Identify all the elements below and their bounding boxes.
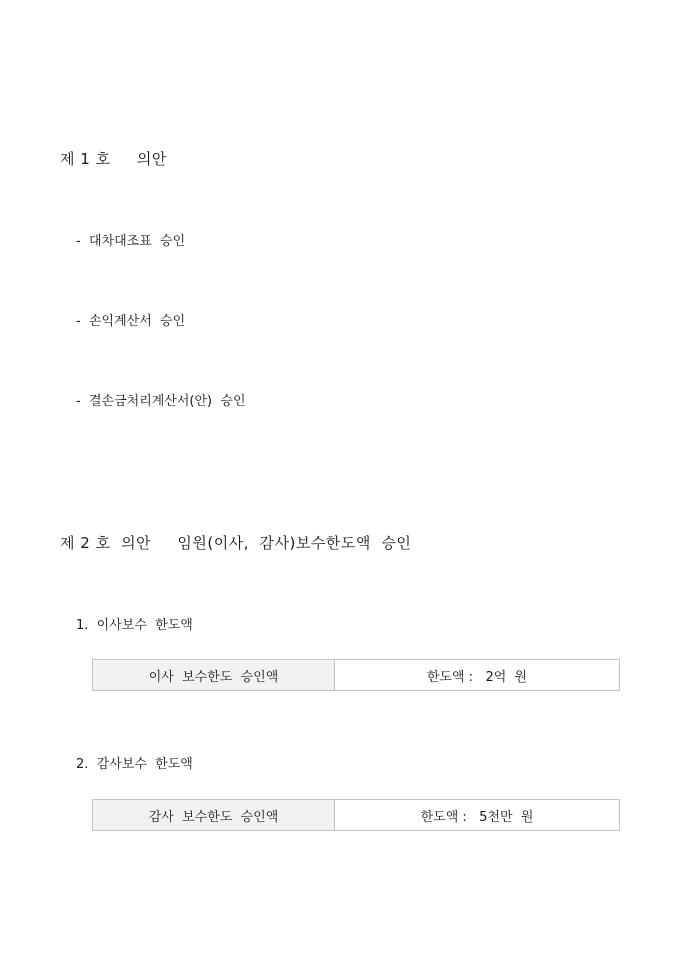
director-pay-label-cell: 이사 보수한도 승인액 <box>93 660 335 690</box>
agenda-1-item-deficit-statement: - 결손금처리계산서(안) 승인 <box>76 394 246 409</box>
agenda-1-item-income-statement: - 손익계산서 승인 <box>76 314 186 329</box>
director-pay-value-cell: 한도액 : 2억 원 <box>426 669 528 685</box>
agenda-1-item-balance-sheet: - 대차대조표 승인 <box>76 234 186 249</box>
auditor-pay-value-cell: 한도액 : 5천만 원 <box>420 809 534 825</box>
director-pay-heading: 1. 이사보수 한도액 <box>76 618 193 633</box>
auditor-pay-heading: 2. 감사보수 한도액 <box>76 757 193 772</box>
agenda-1-title: 제 1 호 의안 <box>60 150 167 168</box>
director-pay-table <box>92 659 620 691</box>
agenda-2-title: 제 2 호 의안 임원(이사, 감사)보수한도액 승인 <box>60 534 412 552</box>
auditor-pay-table <box>92 799 620 831</box>
auditor-pay-label-cell: 감사 보수한도 승인액 <box>93 800 335 830</box>
